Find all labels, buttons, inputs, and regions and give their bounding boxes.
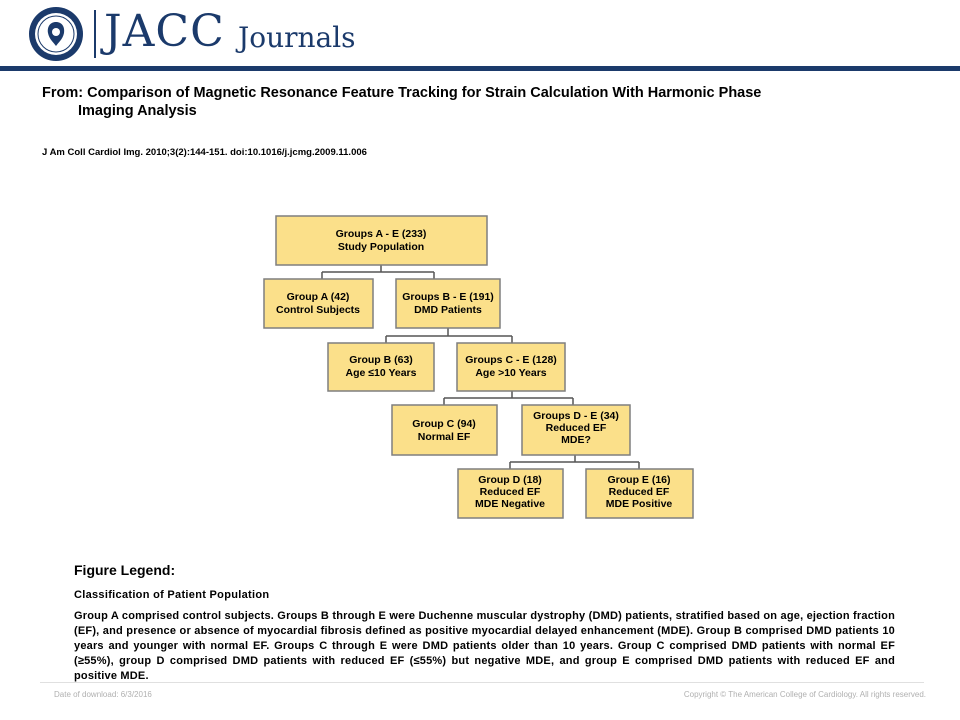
connector-root	[322, 265, 434, 279]
group-d-line-3: MDE Negative	[474, 498, 546, 510]
group-c-line-2: Normal EF	[417, 431, 471, 443]
groups-c-e-label	[465, 354, 557, 379]
groups-c-e-line-1: Groups C - E (128)	[465, 354, 557, 366]
groups-b-e-line-2: DMD Patients	[414, 304, 482, 316]
logo-journals-wordmark[interactable]: Journals	[238, 21, 356, 54]
figure-legend-heading: Figure Legend:	[74, 562, 176, 578]
connector-groups-d-e	[510, 455, 639, 469]
figure-legend-subtitle: Classification of Patient Population	[74, 589, 270, 601]
group-d-line-2: Reduced EF	[479, 486, 541, 498]
group-b-label	[346, 354, 417, 379]
groups-d-e-line-2: Reduced EF	[545, 422, 607, 434]
group-b-line-1: Group B (63)	[349, 354, 413, 366]
footer-rule	[40, 682, 924, 683]
groups-b-e-label	[402, 291, 494, 316]
group-e-line-1: Group E (16)	[607, 474, 671, 486]
group-d-label	[475, 474, 545, 510]
groups-d-e-line-3: MDE?	[561, 434, 591, 446]
root-line-1: Groups A - E (233)	[335, 228, 427, 240]
flow-box-group-c	[392, 405, 497, 455]
article-citation[interactable]: J Am Coll Cardiol Img. 2010;3(2):144-151. doi:10.1016/j.jcmg.2009.11.006	[42, 147, 367, 158]
group-e-label	[606, 474, 673, 510]
figure-legend-body: Group A comprised control subjects. Groups B through E were Duchenne muscular dystrophy (DMD) patients, stratified based on age, ejection fraction (EF), and presence or absence of myocardial fibrosis defined as positive myocardial delayed enhancement (MDE). Group B comprised DMD patients 10 years and younger with normal EF. Groups C through E were DMD patients older than 10 years. Group C comprised DMD patients with normal EF (≥55%), group D comprised DMD patients with reduced EF (≤55%) but negative MDE, and group E comprised DMD patients with reduced EF and positive MDE.	[74, 610, 895, 682]
group-c-label	[412, 418, 476, 443]
groups-d-e-line-1: Groups D - E (34)	[533, 410, 619, 422]
connector-groups-b-e	[386, 328, 512, 343]
group-a-line-1: Group A (42)	[286, 291, 350, 303]
root-line-2: Study Population	[337, 241, 425, 253]
group-c-line-1: Group C (94)	[412, 418, 476, 430]
groups-b-e-line-1: Groups B - E (191)	[402, 291, 494, 303]
group-d-line-1: Group D (18)	[478, 474, 542, 486]
group-e-line-2: Reduced EF	[608, 486, 670, 498]
connector-groups-c-e	[444, 391, 573, 405]
title-line-2: Imaging Analysis	[78, 103, 197, 119]
download-date: Date of download: 6/3/2016	[54, 690, 152, 699]
root-label	[336, 228, 427, 253]
group-a-label	[276, 291, 360, 316]
group-a-line-2: Control Subjects	[275, 304, 361, 316]
group-b-line-2: Age ≤10 Years	[345, 367, 417, 379]
copyright-notice: Copyright © The American College of Cardiology. All rights reserved.	[683, 690, 926, 699]
logo-jacc-wordmark[interactable]: JACC	[104, 6, 225, 57]
title-line-1: From: Comparison of Magnetic Resonance Feature Tracking for Strain Calculation With Harmonic Phase	[42, 85, 762, 101]
groups-c-e-line-2: Age >10 Years	[475, 367, 547, 379]
group-e-line-3: MDE Positive	[605, 498, 673, 510]
